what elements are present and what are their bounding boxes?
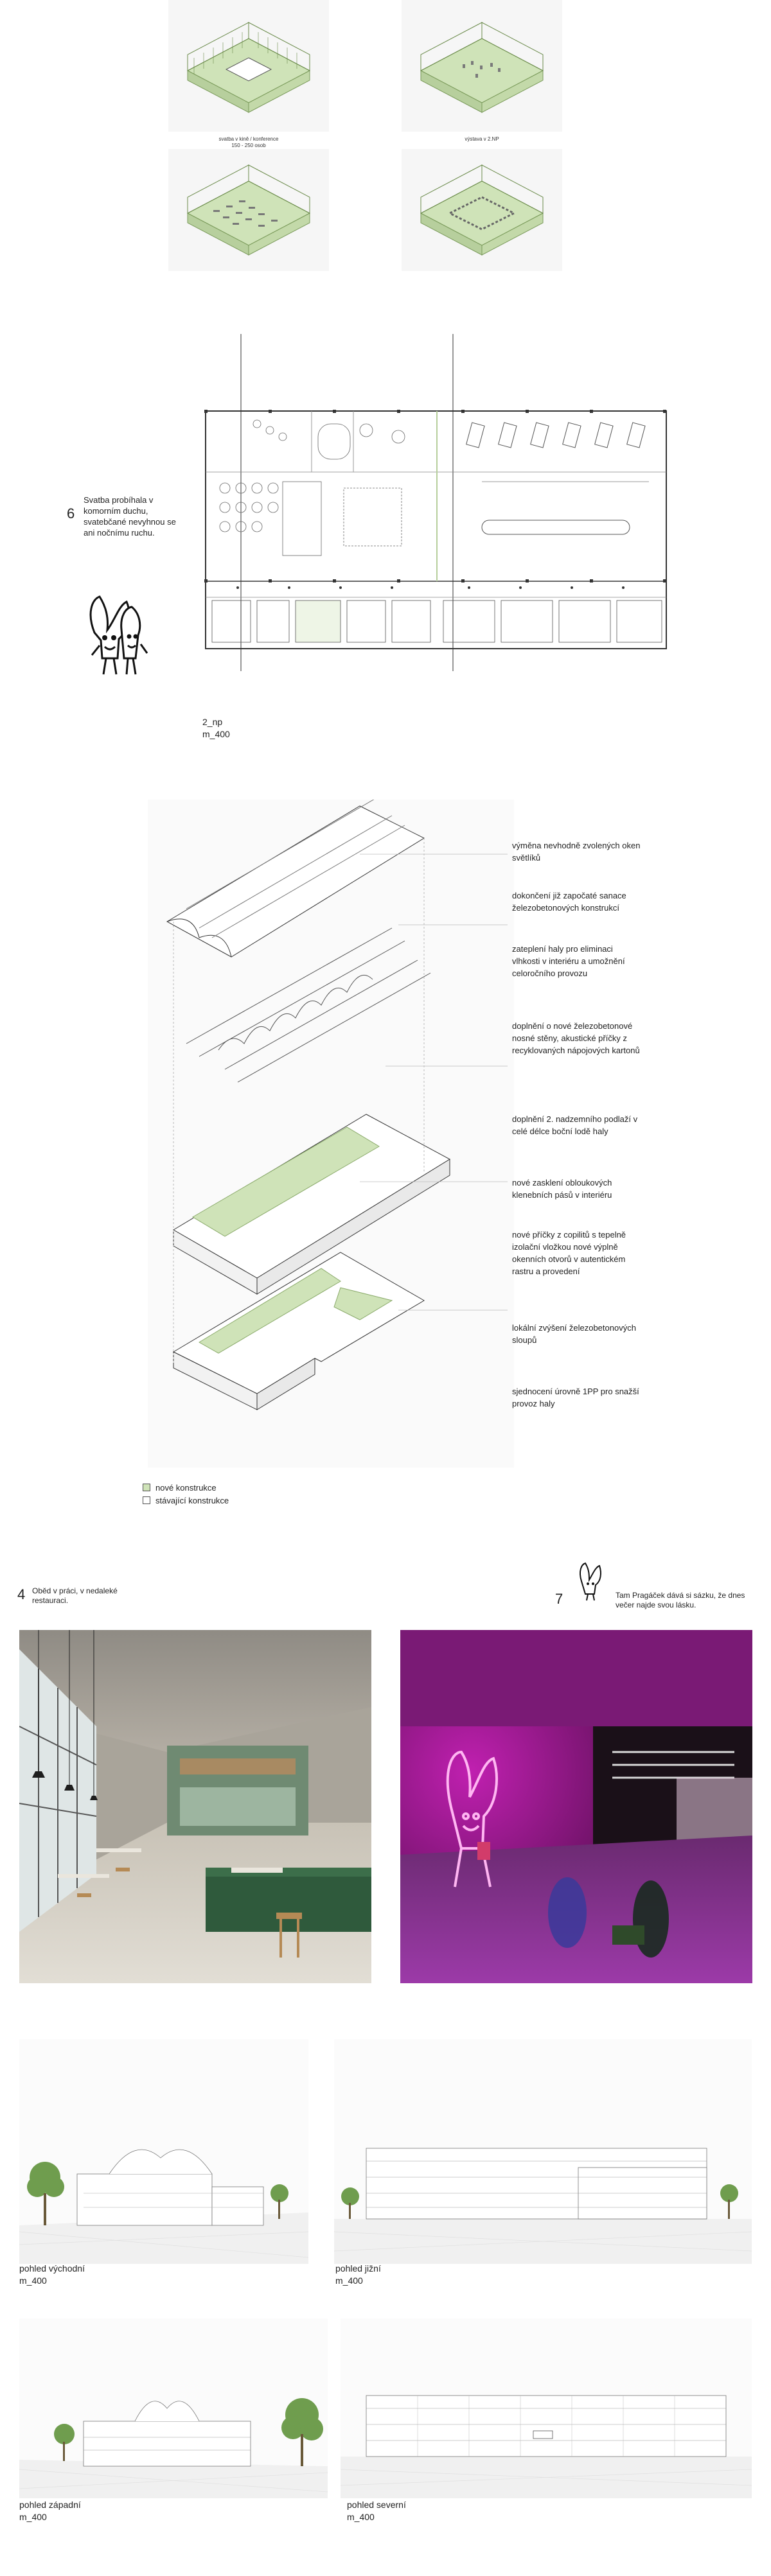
section-number-4: 4 (17, 1586, 26, 1602)
iso-caption-right: výstava v 2.NP (465, 136, 499, 142)
plan-scale: m_400 (202, 729, 230, 739)
annotation-9: sjednocení úrovně 1PP pro snažší provoz haly (512, 1387, 639, 1408)
elevation-north-name: pohled severní (347, 2500, 406, 2510)
annotation-2: dokončení již započaté sanace železobetonových konstrukcí (512, 891, 626, 913)
legend-label-new: nové konstrukce (155, 1482, 217, 1493)
annotation-1: výměna nevhodně zvolených oken světlíků (512, 841, 641, 863)
elevation-east-name: pohled východní (19, 2263, 85, 2274)
legend-label-existing: stávající konstrukce (155, 1495, 229, 1505)
legend-item-new (143, 1481, 229, 1494)
section-number-6: 6 (67, 505, 75, 521)
legend-swatch-existing (143, 1496, 150, 1504)
annotation-8: lokální zvýšení železobetonových sloupů (512, 1323, 636, 1345)
render-restaurant (19, 1630, 371, 1983)
elevation-south-scale: m_400 (335, 2275, 363, 2286)
annotation-7: nové příčky z copilitů s tepelně izolační vložkou nové výplně okenních otvorů v autentickém rastru a provedení (512, 1230, 626, 1276)
section-number-7: 7 (555, 1591, 563, 1607)
mascot-small (575, 1562, 607, 1602)
elevation-north-scale: m_400 (347, 2512, 375, 2522)
render-right-caption: Tam Pragáček dává si sázku, že dnes večer najde svou lásku. (616, 1591, 745, 1609)
render-left-caption: Oběd v práci, v nedaleké restauraci. (32, 1586, 118, 1605)
legend-swatch-new (143, 1484, 150, 1491)
iso-variant-bottom-left (168, 149, 329, 271)
plan-story-text: Svatba probíhala v komorním duchu, svatebčané nevyhnou se ani nočnímu ruchu. (84, 495, 176, 538)
render-nightclub (400, 1630, 752, 1983)
elevation-west (19, 2318, 328, 2498)
iso-variant-top-left (168, 0, 329, 132)
floor-plan-2np (186, 328, 687, 674)
iso-variant-bottom-right (402, 149, 562, 271)
elevation-east (19, 2039, 308, 2264)
elevation-east-scale: m_400 (19, 2275, 47, 2286)
elevation-north (341, 2318, 752, 2498)
iso-caption-left: svatba v kině / konference 150 - 250 osob (218, 136, 279, 148)
elevation-west-scale: m_400 (19, 2512, 47, 2522)
mascot-illustration (80, 594, 157, 681)
legend-item-existing (143, 1494, 229, 1507)
plan-label: 2_np (202, 717, 223, 727)
annotation-leaders (360, 796, 514, 1413)
iso-variant-top-right (402, 0, 562, 132)
elevation-west-name: pohled západní (19, 2500, 81, 2510)
legend (143, 1481, 229, 1507)
annotation-3: zateplení haly pro eliminaci vlhkosti v interiéru a umožnění celoročního provozu (512, 944, 625, 978)
annotation-6: nové zasklení obloukových klenebních pásů v interiéru (512, 1178, 612, 1200)
elevation-south (334, 2039, 752, 2264)
annotation-4: doplnění o nové železobetonové nosné stěny, akustické příčky z recyklovaných nápojových kartonů (512, 1021, 640, 1055)
elevation-south-name: pohled jižní (335, 2263, 381, 2274)
annotation-5: doplnění 2. nadzemního podlaží v celé délce boční lodě haly (512, 1114, 638, 1136)
